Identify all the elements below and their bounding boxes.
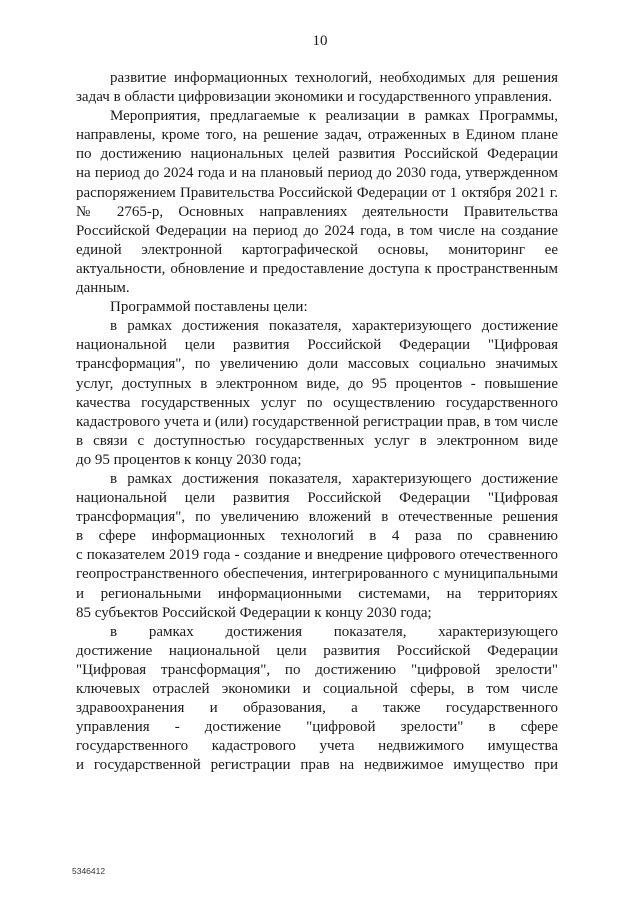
text-line: задач в области цифровизации экономики и государственного управления. [76, 89, 552, 106]
text-line: данным. [76, 280, 130, 297]
text-line: до 95 процентов к концу 2030 года; [76, 451, 302, 468]
text-line: Программой поставлены цели: [110, 299, 308, 316]
text-line: направлены, кроме того, на решение задач, отраженных в Едином плане [76, 127, 558, 144]
text-line: государственного кадастрового учета недвижимого имущества [76, 738, 558, 755]
text-line: Мероприятия, предлагаемые к реализации в рамках Программы, [110, 108, 558, 125]
paragraph [76, 623, 558, 776]
text-line: трансформация", по увеличению вложений в отечественные решения [76, 509, 558, 526]
text-line: ключевых отраслей экономики и социальной сферы, в том числе [76, 681, 558, 697]
text-line: достижение национальной цели развития Российской Федерации [76, 642, 558, 659]
text-line: здравоохранения и образования, а также государственного [76, 700, 558, 717]
page-number: 10 [312, 33, 328, 49]
paragraph [76, 107, 558, 298]
text-line: в сфере информационных технологий в 4 раза по сравнению [76, 528, 558, 545]
text-line: развитие информационных технологий, необходимых для решения [110, 70, 558, 86]
document-body [76, 69, 558, 775]
text-line: по достижению национальных целей развития Российской Федерации [76, 146, 558, 163]
paragraph [76, 298, 558, 317]
text-line: национальной цели развития Российской Федерации "Цифровая [76, 490, 558, 507]
text-line: и государственной регистрации прав на недвижимое имущество при [76, 757, 558, 774]
text-line: в рамках достижения показателя, характеризующего [110, 623, 558, 640]
text-line: "Цифровая трансформация", по достижению "цифровой зрелости" [76, 661, 558, 678]
text-line: в связи с доступностью государственных услуг в электронном виде [76, 432, 558, 449]
text-line: национальной цели развития Российской Федерации "Цифровая [76, 337, 558, 354]
text-line: в рамках достижения показателя, характеризующего достижение [110, 318, 558, 335]
paragraph [76, 69, 558, 107]
text-line: № 2765-р, Основных направлениях деятельности Правительства [76, 203, 558, 220]
paragraph [76, 317, 558, 470]
text-line: кадастрового учета и (или) государственной регистрации прав, в том числе [76, 413, 558, 430]
document-code: 5346412 [72, 866, 106, 876]
text-line: услуг, доступных в электронном виде, до 95 процентов - повышение [76, 375, 558, 392]
text-line: в рамках достижения показателя, характеризующего достижение [110, 470, 558, 487]
text-line: на период до 2024 года и на плановый период до 2030 года, утвержденном [76, 165, 558, 182]
paragraph [76, 470, 558, 623]
text-line: единой электронной картографической основы, мониторинг ее [76, 241, 558, 258]
text-line: трансформация", по увеличению доли массовых социально значимых [76, 356, 558, 373]
text-line: распоряжением Правительства Российской Федерации от 1 октября 2021 г. [76, 184, 558, 201]
text-line: с показателем 2019 года - создание и внедрение цифрового отечественного [76, 547, 558, 564]
text-line: актуальности, обновление и предоставление доступа к пространственным [76, 260, 558, 277]
text-line: и региональными информационными системами, на территориях [76, 585, 558, 602]
text-line: геопространственного обеспечения, интегрированного с муниципальными [76, 566, 558, 583]
text-line: качества государственных услуг по осуществлению государственного [76, 394, 558, 411]
text-line: 85 субъектов Российской Федерации к концу 2030 года; [76, 604, 432, 621]
text-line: Российской Федерации на период до 2024 года, в том числе на создание [76, 222, 558, 239]
text-line: управления - достижение "цифровой зрелости" в сфере [76, 719, 558, 736]
